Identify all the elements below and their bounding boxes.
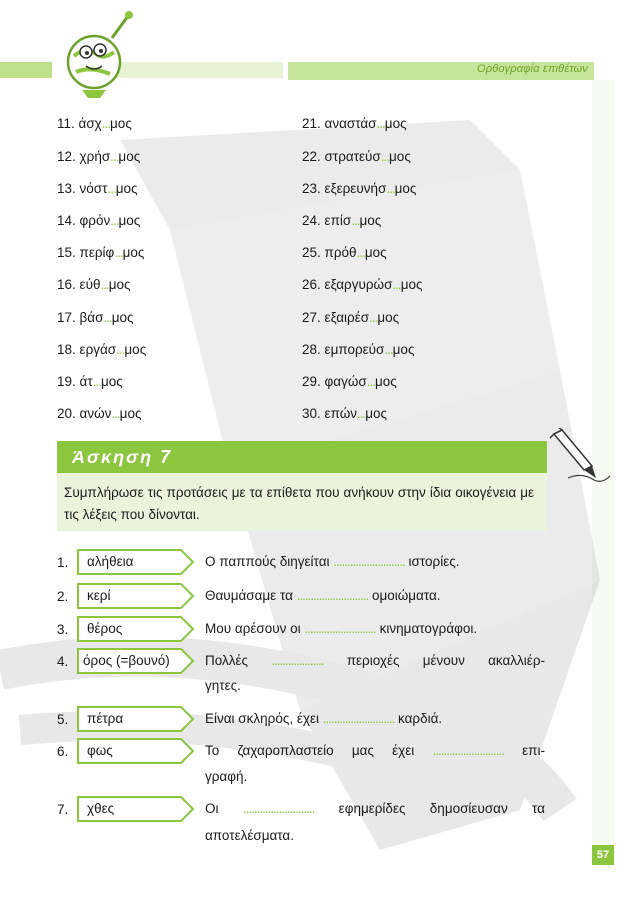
item-number: 1. <box>57 555 69 570</box>
word-item: 18. εργάσ...μος <box>57 342 147 357</box>
sentence: Ο παππούς διηγείται .......................... ιστορίες. <box>205 554 460 569</box>
item-number: 3. <box>57 622 69 637</box>
sentence: Είναι σκληρός, έχει .......................... καρδιά. <box>205 711 443 726</box>
answer-blank[interactable]: .......................... <box>432 743 504 758</box>
word-tag-label: όρος (=βουνό) <box>83 653 170 668</box>
exercise-title: Άσκηση 7 <box>72 447 173 467</box>
word-item: 12. χρήσ...μος <box>57 149 141 164</box>
word-item: 30. επών...μος <box>302 406 388 421</box>
header-title: Ορθογραφία επιθέτων <box>476 63 588 75</box>
word-item: 22. στρατεύσ...μος <box>302 149 411 164</box>
word-item: 11. άσχ...μος <box>57 116 132 131</box>
item-number: 2. <box>57 589 69 604</box>
word-item: 19. άτ...μος <box>57 374 123 389</box>
word-tag-label: φως <box>87 743 113 758</box>
word-tag-label: πέτρα <box>87 711 124 726</box>
word-item: 25. πρόθ...μος <box>302 245 387 260</box>
word-tag <box>77 616 195 642</box>
word-item: 28. εμπορεύσ...μος <box>302 342 415 357</box>
word-tag <box>77 549 195 575</box>
header-band-left <box>0 62 52 78</box>
answer-blank[interactable]: ................... <box>271 653 324 668</box>
exercise-instructions: Συμπλήρωσε τις προτάσεις με τα επίθετα που ανήκουν στην ίδια οικογένεια με τις λέξεις που δίνονται. <box>64 485 534 522</box>
word-item: 14. φρόν...μος <box>57 213 141 228</box>
page-number: 57 <box>592 845 614 865</box>
word-tag-label: αλήθεια <box>87 554 134 569</box>
word-item: 17. βάσ...μος <box>57 310 134 325</box>
globe-mascot-icon <box>52 8 138 100</box>
word-item: 27. εξαιρέσ...μος <box>302 310 400 325</box>
word-item: 21. αναστάσ...μος <box>302 116 407 131</box>
word-tag <box>77 648 195 674</box>
sentence-continuation: γραφή. <box>205 769 248 784</box>
answer-blank[interactable]: .......................... <box>333 554 405 569</box>
answer-blank[interactable]: .......................... <box>322 711 395 726</box>
word-tag <box>77 796 195 822</box>
word-tag <box>77 583 195 609</box>
word-item: 15. περίφ...μος <box>57 245 145 260</box>
sentence: Θαυμάσαμε τα .......................... ομοιώματα. <box>205 588 441 603</box>
sentence: Οι .......................... εφημερίδες δημοσίευσαν τα <box>205 801 545 816</box>
word-item: 20. ανών...μος <box>57 406 142 421</box>
item-number: 6. <box>57 744 69 759</box>
pencil-icon <box>548 428 612 484</box>
word-item: 26. εξαργυρώσ...μος <box>302 277 423 292</box>
sentence-continuation: αποτελέσματα. <box>205 828 294 843</box>
sentence: Το ζαχαροπλαστείο μας έχει .......................... επι- <box>205 743 545 758</box>
word-tag-label: θέρος <box>87 621 123 636</box>
answer-blank[interactable]: .......................... <box>304 621 376 636</box>
word-item: 13. νόστ...μος <box>57 181 138 196</box>
answer-blank[interactable]: .......................... <box>296 588 369 603</box>
sentence-continuation: γητες. <box>205 678 241 693</box>
word-tag-label: χθες <box>87 801 115 816</box>
item-number: 4. <box>57 654 69 669</box>
word-tag-label: κερί <box>87 588 111 603</box>
word-item: 23. εξερευνήσ...μος <box>302 181 417 196</box>
item-number: 7. <box>57 802 69 817</box>
sentence: Μου αρέσουν οι .......................... κινηματογράφοι. <box>205 621 478 636</box>
sentence: Πολλές ................... περιοχές μένουν ακαλλιέρ- <box>205 653 545 668</box>
answer-blank[interactable]: .......................... <box>242 801 315 816</box>
word-item: 29. φαγώσ...μος <box>302 374 397 389</box>
word-tag <box>77 706 195 732</box>
word-item: 16. εύθ...μος <box>57 277 131 292</box>
item-number: 5. <box>57 712 69 727</box>
word-tag <box>77 738 195 764</box>
word-item: 24. επίσ...μος <box>302 213 382 228</box>
